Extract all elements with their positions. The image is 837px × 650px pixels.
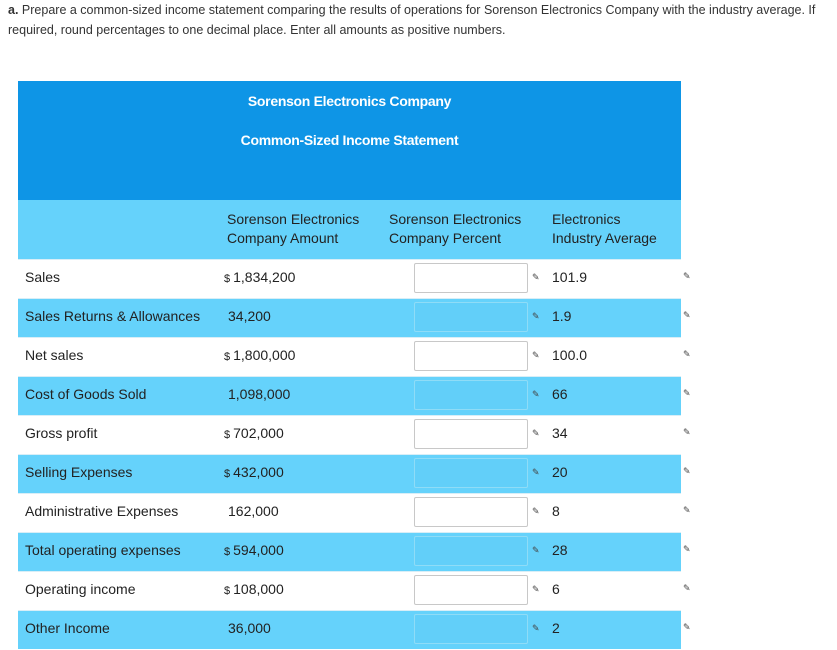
amount-value: 432,000 — [233, 464, 284, 480]
row-divider — [18, 454, 681, 455]
company-amount — [224, 464, 284, 480]
table-row — [18, 259, 681, 298]
company-amount — [224, 542, 284, 558]
pencil-icon: ✎ — [683, 506, 691, 516]
company-amount — [224, 269, 295, 285]
part-label: a. — [8, 3, 19, 17]
pencil-icon: ✎ — [532, 350, 540, 360]
statement-header — [18, 81, 681, 200]
table-row — [18, 571, 681, 610]
row-label: Gross profit — [25, 425, 98, 441]
industry-average: 100.0 — [552, 347, 588, 363]
industry-average: 34 — [552, 425, 568, 441]
column-header-amount — [227, 210, 359, 248]
income-statement-table — [18, 81, 681, 650]
pencil-icon: ✎ — [532, 467, 540, 477]
industry-average: 28 — [552, 542, 568, 558]
pencil-icon: ✎ — [683, 623, 691, 633]
amount-value: 1,800,000 — [233, 347, 296, 363]
industry-average: 8 — [552, 503, 560, 519]
company-percent-input[interactable] — [414, 263, 528, 293]
pencil-icon: ✎ — [683, 545, 691, 555]
industry-average: 101.9 — [552, 269, 588, 285]
column-header-industry-line1: Electronics — [552, 211, 621, 227]
pencil-icon: ✎ — [532, 311, 540, 321]
amount-value: 1,098,000 — [228, 386, 291, 402]
pencil-icon: ✎ — [683, 428, 691, 438]
company-name: Sorenson Electronics Company — [247, 93, 452, 109]
dollar-sign: $ — [224, 273, 231, 285]
row-divider — [18, 259, 681, 260]
company-percent-input[interactable] — [414, 341, 528, 371]
column-header-amount-line1: Sorenson Electronics — [227, 211, 360, 227]
pencil-icon: ✎ — [683, 467, 691, 477]
pencil-icon: ✎ — [532, 428, 540, 438]
table-row — [18, 532, 681, 571]
column-header-industry — [552, 210, 657, 248]
dollar-sign: $ — [224, 429, 231, 441]
dollar-sign: $ — [224, 585, 231, 597]
company-amount — [228, 620, 271, 636]
pencil-icon: ✎ — [532, 584, 540, 594]
company-percent-input[interactable] — [414, 458, 528, 488]
row-label: Cost of Goods Sold — [25, 386, 147, 402]
dollar-sign: $ — [224, 351, 231, 363]
company-percent-input[interactable] — [414, 536, 528, 566]
pencil-icon: ✎ — [683, 272, 691, 282]
row-label: Total operating expenses — [25, 542, 181, 558]
row-divider — [18, 415, 681, 416]
column-headers — [18, 200, 681, 259]
company-percent-input[interactable] — [414, 380, 528, 410]
row-label: Administrative Expenses — [25, 503, 179, 519]
pencil-icon: ✎ — [532, 389, 540, 399]
company-amount — [228, 386, 290, 402]
industry-average: 1.9 — [552, 308, 572, 324]
amount-value: 162,000 — [228, 503, 279, 519]
table-row — [18, 298, 681, 337]
table-row — [18, 493, 681, 532]
company-percent-input[interactable] — [414, 302, 528, 332]
company-percent-input[interactable] — [414, 575, 528, 605]
row-label: Selling Expenses — [25, 464, 133, 480]
industry-average: 6 — [552, 581, 560, 597]
row-divider — [18, 337, 681, 338]
company-amount — [224, 347, 295, 363]
table-row — [18, 337, 681, 376]
row-label: Net sales — [25, 347, 84, 363]
column-header-percent-line2: Company Percent — [389, 230, 502, 246]
instructions-text: Prepare a common-sized income statement comparing the results of operations for Sorenson Electronics Company with the industry average. If required, round percentages to one decimal place. Enter all amounts as positive numbers. — [8, 3, 816, 37]
company-percent-input[interactable] — [414, 419, 528, 449]
row-label: Operating income — [25, 581, 136, 597]
row-divider — [18, 493, 681, 494]
column-header-percent — [389, 210, 521, 248]
column-header-percent-line1: Sorenson Electronics — [389, 211, 522, 227]
amount-value: 34,200 — [228, 308, 271, 324]
row-label: Sales Returns & Allowances — [25, 308, 201, 324]
pencil-icon: ✎ — [683, 350, 691, 360]
row-label: Sales — [25, 269, 61, 285]
industry-average: 66 — [552, 386, 568, 402]
dollar-sign: $ — [224, 546, 231, 558]
amount-value: 702,000 — [233, 425, 284, 441]
table-row — [18, 376, 681, 415]
row-label: Other Income — [25, 620, 110, 636]
column-header-amount-line2: Company Amount — [227, 230, 339, 246]
pencil-icon: ✎ — [532, 506, 540, 516]
row-divider — [18, 532, 681, 533]
pencil-icon: ✎ — [683, 311, 691, 321]
company-amount — [228, 308, 271, 324]
amount-value: 594,000 — [233, 542, 284, 558]
instructions — [8, 0, 836, 40]
pencil-icon: ✎ — [532, 272, 540, 282]
company-percent-input[interactable] — [414, 614, 528, 644]
table-row — [18, 454, 681, 493]
row-divider — [18, 610, 681, 611]
row-divider — [18, 298, 681, 299]
amount-value: 36,000 — [228, 620, 271, 636]
pencil-icon: ✎ — [532, 545, 540, 555]
dollar-sign: $ — [224, 468, 231, 480]
row-divider — [18, 376, 681, 377]
industry-average: 20 — [552, 464, 568, 480]
company-amount — [224, 425, 284, 441]
pencil-icon: ✎ — [683, 389, 691, 399]
pencil-icon: ✎ — [532, 623, 540, 633]
table-row — [18, 415, 681, 454]
company-percent-input[interactable] — [414, 497, 528, 527]
amount-value: 108,000 — [233, 581, 284, 597]
pencil-icon: ✎ — [683, 584, 691, 594]
company-amount — [224, 581, 284, 597]
table-row — [18, 610, 681, 649]
company-amount — [228, 503, 279, 519]
industry-average: 2 — [552, 620, 560, 636]
statement-title: Common-Sized Income Statement — [240, 132, 459, 148]
column-header-industry-line2: Industry Average — [552, 230, 657, 246]
row-divider — [18, 571, 681, 572]
amount-value: 1,834,200 — [233, 269, 296, 285]
